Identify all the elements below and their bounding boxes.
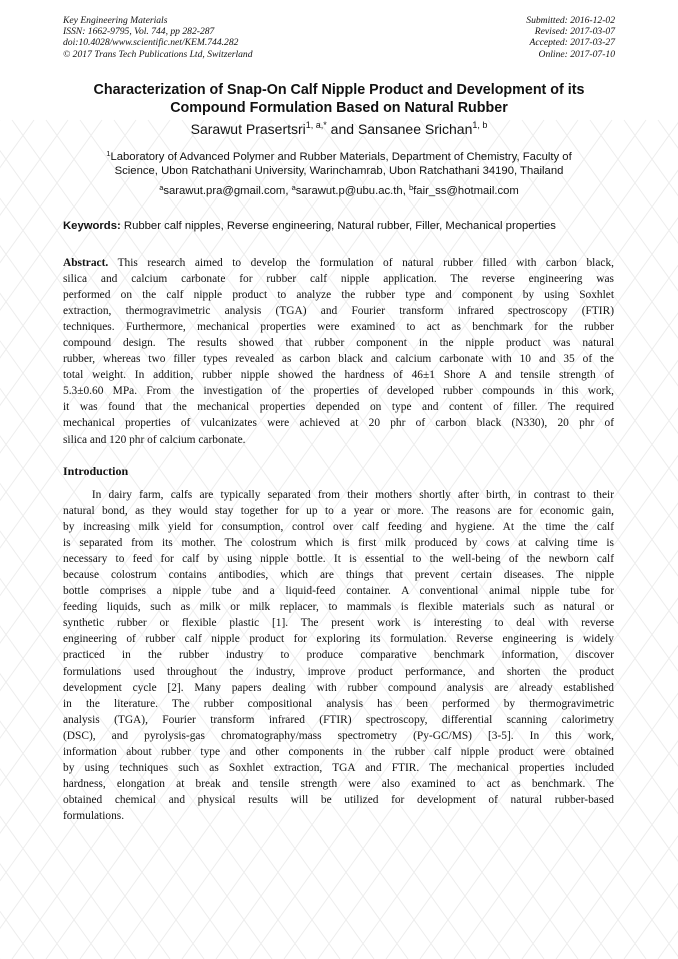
- keywords: [63, 220, 618, 232]
- paragraph-line: hardness, elongation at break and tensile strength were also examined to act as benchmark. The: [63, 777, 614, 790]
- paragraph-line: information about rubber type and other components in the rubber calf nipple product were obtained: [63, 745, 614, 758]
- paragraph-line: necessary to feed for calf by using nipple bottle. It is essential to the well-being of the newborn calf: [63, 553, 614, 566]
- email-link[interactable]: sarawut.p@ubu.ac.th: [295, 185, 403, 197]
- paragraph-line: engineering of rubber calf nipple product for exploring its formulation. Reverse engineering is widely: [63, 633, 614, 646]
- author-name: Sarawut Prasertsri: [190, 121, 306, 137]
- paragraph-line: in the literature. The rubber compositional analysis has been performed by thermogravimetric: [63, 697, 614, 710]
- paragraph-line: because colostrum contains antibodies, which are things that prevent certain diseases. The nipple: [63, 569, 614, 582]
- paragraph-line: by using techniques such as Soxhlet extraction, TGA and FTIR. The mechanical properties included: [63, 761, 614, 774]
- abstract-line: [63, 255, 614, 271]
- paragraph-line: natural bond, as they would stay together for up to a year or more. The reasons are for economic gain,: [63, 505, 614, 518]
- paper-title: [40, 81, 638, 117]
- email-link[interactable]: sarawut.pra@gmail.com: [163, 185, 286, 197]
- abstract-line: silica and calcium carbonate for rubber calf nipple application. The reverse engineering was: [63, 273, 614, 286]
- paragraph-line: practiced in the rubber industry to produce comparative benchmark information, discover: [63, 649, 614, 662]
- abstract-line: total weight. In addition, rubber nipple showed the hardness of 46±1 Shore A and tensile strength of: [63, 369, 614, 382]
- submitted-date: Submitted: 2016-12-02: [526, 15, 615, 26]
- introduction-body: [63, 487, 614, 824]
- abstract-text: This research aimed to develop the formulation of natural rubber filled with carbon black,: [108, 257, 614, 269]
- abstract-line: it was found that the mechanical properties depended on type and content of filler. The required: [63, 401, 614, 414]
- email-link[interactable]: fair_ss@hotmail.com: [413, 185, 519, 197]
- author-affiliation-mark: 1, b: [472, 120, 488, 130]
- abstract-line: extraction, thermogravimetric analysis (TGA) and Fourier transform infrared spectroscopy (FTIR): [63, 305, 614, 318]
- author-conjunction: and: [326, 121, 358, 137]
- paragraph-line: synthetic rubber or flexible plastic [1]. The present work is interesting to deal with reverse: [63, 617, 614, 630]
- paragraph-line: feeding liquids, such as milk or milk replacer, to mammals is flexible materials such as natural or: [63, 601, 614, 614]
- title-line: Characterization of Snap-On Calf Nipple Product and Development of its: [93, 82, 585, 98]
- abstract-line: techniques. Furthermore, mechanical properties were examined to act as benchmark for the rubber: [63, 321, 614, 334]
- author-emails: $^a$sarawut.pra@gmail.com, $^a$sarawut.p@ubu.ac.th, $^b$fair_ss@hotmail.com: [159, 183, 519, 197]
- affiliation-line: Science, Ubon Ratchathani University, Warinchamrab, Ubon Ratchathani 34190, Thailand: [114, 165, 564, 177]
- keywords-text: Rubber calf nipples, Reverse engineering, Natural rubber, Filler, Mechanical properties: [120, 220, 556, 232]
- email-mark: a: [291, 183, 296, 192]
- accepted-date: Accepted: 2017-03-27: [529, 37, 615, 49]
- paragraph-line: is separated from its mother. The colostrum which is first milk produced by cows at calving time is: [63, 537, 614, 550]
- keywords-label: Keywords:: [63, 220, 121, 232]
- affiliation-mark: 1: [106, 149, 111, 158]
- author-name: Sansanee Srichan: [357, 121, 473, 137]
- paragraph-line: development cycle [2]. Many papers dealing with rubber compound analysis are already established: [63, 681, 614, 694]
- paragraph-line: bottle comprises a nipple tube and a liquid-feed container. A conventional animal nipple tube for: [63, 585, 614, 598]
- paragraph-line: analysis (TGA), Fourier transform infrared (FTIR) spectroscopy, differential scanning calorimetry: [63, 713, 614, 726]
- paragraph-line: (DSC), and pyrolysis-gas chromatography/mass spectrometry (Py-GC/MS) [3-5]. In this work,: [63, 729, 614, 742]
- paragraph-line: formulations used throughout the industry, improve product performance, and shorten the product: [63, 665, 614, 678]
- paragraph-line: formulations.: [63, 809, 125, 822]
- abstract-line: 5.3±0.60 MPa. From the investigation of the properties of developed rubber compounds in this work,: [63, 385, 614, 398]
- issn: ISSN: 1662-9795, Vol. 744, pp 282-287: [63, 26, 215, 38]
- abstract-line: rubber, whereas two filler types revealed as carbon black and calcium carbonate with 10 and 35 of the: [63, 353, 614, 366]
- abstract-label: Abstract.: [63, 257, 109, 269]
- revised-date: Revised: 2017-03-07: [534, 26, 615, 38]
- paragraph-line: obtained chemical and physical results will be utilized for development of natural rubber-based: [63, 793, 614, 806]
- abstract-line: performed on the calf nipple product to analyze the rubber type and component by using Soxhlet: [63, 289, 614, 302]
- affiliation: [40, 150, 638, 178]
- abstract-line: compound design. The results showed that rubber component in the nipple product was natural: [63, 337, 614, 350]
- abstract-line: silica and 120 phr of calcium carbonate.: [63, 433, 246, 446]
- author-list: [0, 121, 678, 138]
- email-mark: b: [409, 183, 414, 192]
- doi-link[interactable]: doi:10.4028/www.scientific.net/KEM.744.282: [63, 37, 239, 49]
- abstract: [63, 255, 614, 448]
- paragraph-line: by increasing milk yield for consumption, control over calf feeding and hygiene. At the time the calf: [63, 521, 614, 534]
- journal-name: Key Engineering Materials: [63, 15, 168, 26]
- email-mark: a: [159, 183, 164, 192]
- abstract-line: mechanical properties of vulcanizates were achieved at 20 phr of carbon black (N330), 20 phr of: [63, 417, 614, 430]
- author-affiliation-mark: 1, a,*: [305, 120, 327, 130]
- section-heading: Introduction: [63, 464, 129, 478]
- title-line: Compound Formulation Based on Natural Rubber: [170, 100, 508, 116]
- journal-header: [63, 15, 615, 60]
- affiliation-line: Laboratory of Advanced Polymer and Rubber Materials, Department of Chemistry, Faculty of: [110, 151, 572, 163]
- paragraph-line: In dairy farm, calfs are typically separated from their mothers shortly after birth, in contrast to their: [63, 489, 614, 501]
- online-date: Online: 2017-07-10: [538, 48, 615, 60]
- copyright: © 2017 Trans Tech Publications Ltd, Switzerland: [63, 48, 253, 60]
